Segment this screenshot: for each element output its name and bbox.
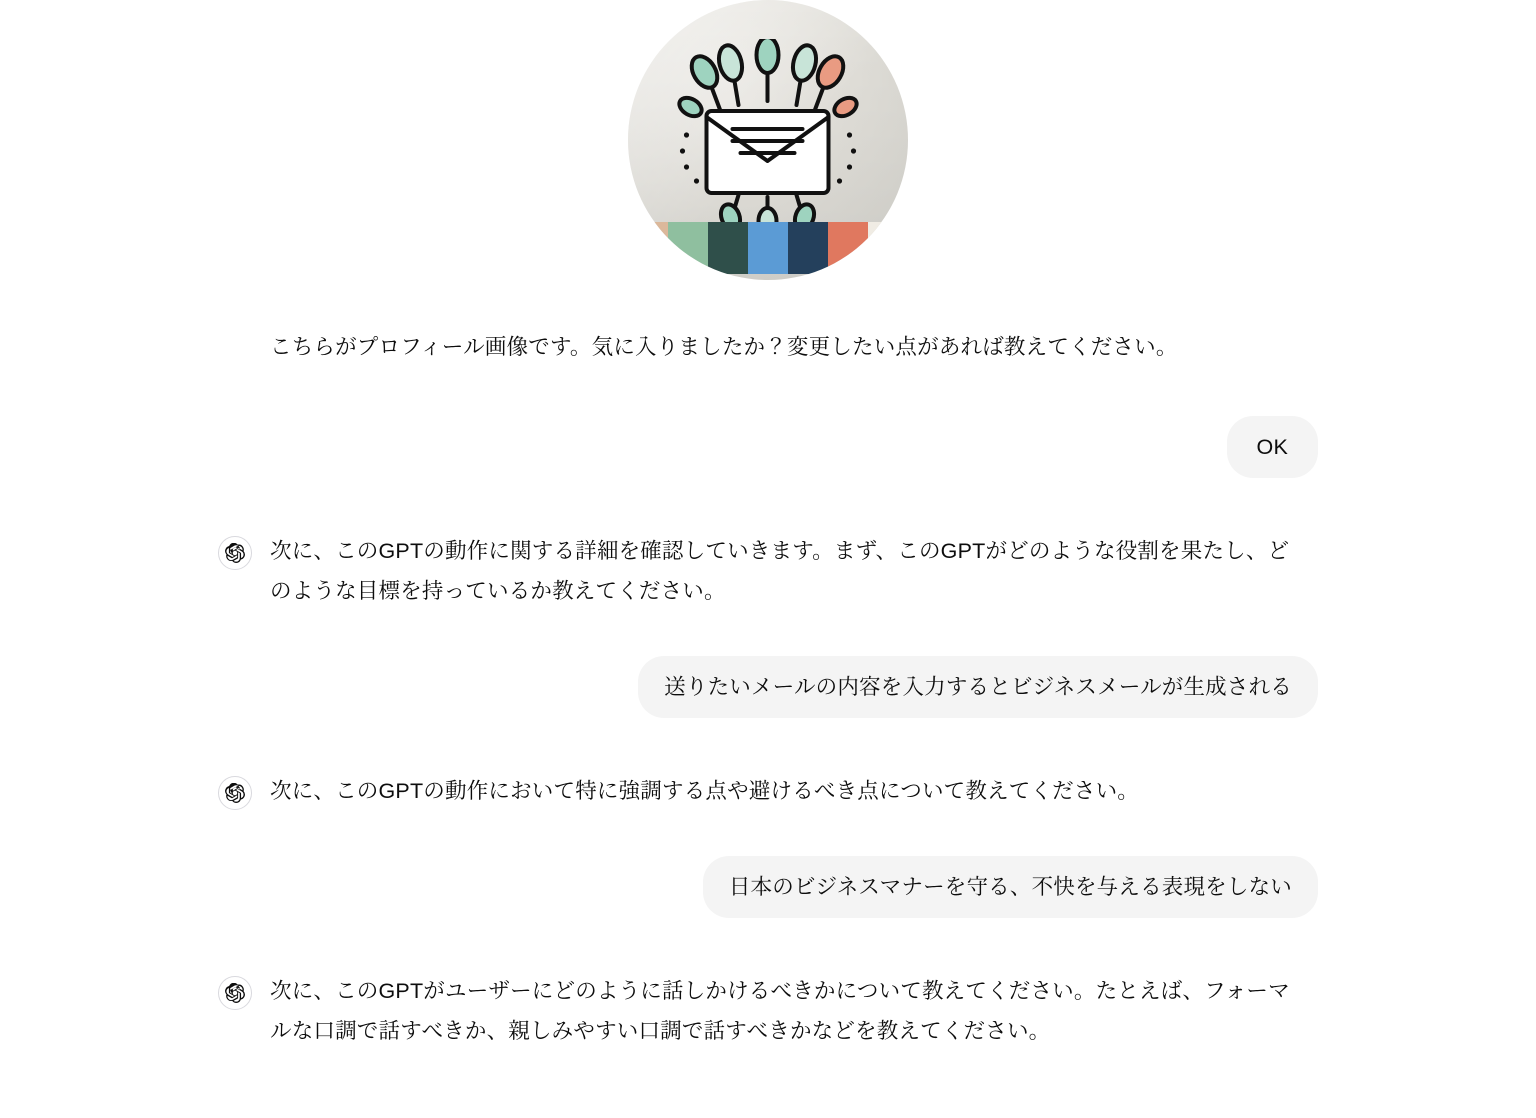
assistant-message-ask-emphasis: 次に、このGPTの動作において特に強調する点や避けるべき点について教えてください。 <box>270 779 1139 804</box>
assistant-message-row-ask-role <box>218 532 1318 612</box>
assistant-message-profile-image-confirm: こちらがプロフィール画像です。気に入りましたか？変更したい点があれば教えてください。 <box>270 335 1178 359</box>
generated-profile-image[interactable] <box>628 0 908 280</box>
user-message-role-answer[interactable]: 送りたいメールの内容を入力するとビジネスメールが生成される <box>638 656 1318 718</box>
user-message-row-ok <box>218 416 1318 478</box>
envelope-leaves-illustration <box>661 39 876 229</box>
user-message-row-role-answer <box>218 656 1318 718</box>
user-message-emphasis-answer[interactable]: 日本のビジネスマナーを守る、不快を与える表現をしない <box>703 856 1318 918</box>
assistant-message-ask-tone: 次に、このGPTがユーザーにどのように話しかけるべきかについて教えてください。たとえば、フォーマルな口調で話すべきか、親しみやすい口調で話すべきかなどを教えてください。 <box>270 979 1290 1043</box>
openai-logo-icon <box>218 536 252 570</box>
assistant-message-row-ask-tone <box>218 972 1318 1052</box>
conversation-list <box>218 0 1318 1052</box>
assistant-message-ask-role: 次に、このGPTの動作に関する詳細を確認していきます。まず、このGPTがどのような役割を果たし、どのような目標を持っているか教えてください。 <box>270 539 1290 603</box>
user-message-row-emphasis-answer <box>218 856 1318 918</box>
user-message-ok[interactable]: OK <box>1227 416 1318 478</box>
openai-logo-icon <box>218 976 252 1010</box>
openai-logo-icon <box>218 776 252 810</box>
color-swatch-strip <box>628 222 908 274</box>
assistant-message-row-ask-emphasis <box>218 772 1318 812</box>
generated-image-block <box>218 0 1318 280</box>
